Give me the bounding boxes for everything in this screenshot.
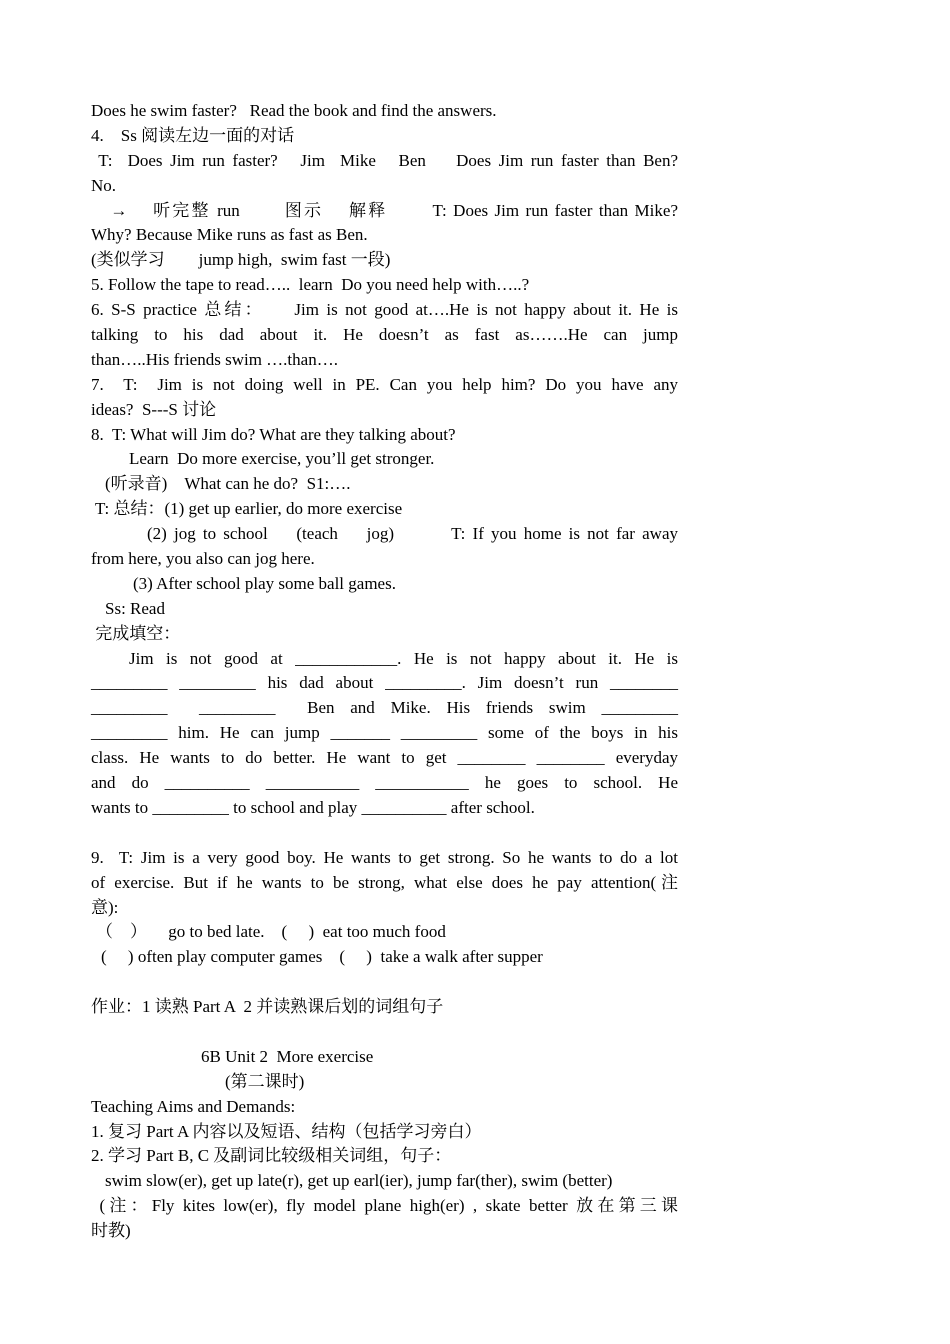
text-line: (2) jog to school (teach jog) T: If you home is not far away xyxy=(147,524,678,544)
text-line: 6. S-S practice 总结： Jim is not good at….He is not happy about it. He is xyxy=(91,300,678,320)
text-line: wants to _________ to school and play __________ after school. xyxy=(91,797,535,817)
text-line: ( ) often play computer games ( ) take a walk after supper xyxy=(101,947,543,967)
text-line: 8. T: What will Jim do? What are they talking about? xyxy=(91,424,456,444)
text-line: （ ） go to bed late. ( ) eat too much food xyxy=(96,922,446,942)
text-line: Learn Do more exercise, you’ll get stronger. xyxy=(129,449,435,469)
text-line: 意): xyxy=(91,897,119,917)
document-page xyxy=(91,99,678,1244)
text-line: 作业：1 读熟 Part A 2 并读熟课后划的词组句子 xyxy=(91,997,444,1017)
text-line: No. xyxy=(91,175,117,195)
text-line: and do __________ ___________ ___________ he goes to school. He xyxy=(91,773,678,793)
text-line: 1. 复习 Part A 内容以及短语、结构（包括学习旁白） xyxy=(91,1121,482,1141)
text-line: Ss: Read xyxy=(105,598,165,618)
text-line: (注：Fly kites low(er), fly model plane high(er) , skate better 放在第三课 xyxy=(91,1196,678,1216)
section-title: 6B Unit 2 More exercise xyxy=(201,1046,374,1066)
text-line: class. He wants to do better. He want to get ________ ________ everyday xyxy=(91,748,678,768)
text-line: Does he swim faster? Read the book and find the answers. xyxy=(91,101,497,120)
text-line: than…..His friends swim ….than…. xyxy=(91,349,338,369)
text-line: of exercise. But if he wants to be strong, what else does he pay attention(注 xyxy=(91,872,678,892)
blank-line xyxy=(91,1020,678,1045)
text-line: 2. 学习 Part B, C 及副词比较级相关词组，句子： xyxy=(91,1146,452,1166)
text-line: 完成填空： xyxy=(91,623,181,643)
text-line: 4. Ss 阅读左边一面的对话 xyxy=(91,125,295,145)
text-line: Why? Because Mike runs as fast as Ben. xyxy=(91,225,368,245)
text-line: from here, you also can jog here. xyxy=(91,549,315,569)
text-line: T: 总结：(1) get up earlier, do more exercise xyxy=(91,499,403,519)
section-subtitle: (第二课时) xyxy=(225,1071,305,1091)
text-line: 时教) xyxy=(91,1221,131,1241)
text-line: T: Does Jim run faster? Jim Mike Ben Does Jim run faster than Ben? xyxy=(91,150,678,170)
text-line: _________ _________ his dad about _________. Jim doesn’t run ________ xyxy=(91,673,678,693)
text-line: swim slow(er), get up late(r), get up earl(ier), jump far(ther), swim (better) xyxy=(105,1171,613,1191)
text-line: Jim is not good at ____________. He is not happy about it. He is xyxy=(129,648,678,668)
blank-line xyxy=(91,970,678,995)
text-line: 9. T: Jim is a very good boy. He wants to get strong. So he wants to do a lot xyxy=(91,847,678,867)
text-line: _________ _________ Ben and Mike. His friends swim _________ xyxy=(91,698,678,718)
text-line: _________ him. He can jump _______ _________ some of the boys in his xyxy=(91,723,678,743)
text-line: (听录音) What can he do? S1:…. xyxy=(105,474,351,494)
text-line: Teaching Aims and Demands: xyxy=(91,1096,296,1116)
blank-line xyxy=(91,821,678,846)
text-line: 5. Follow the tape to read….. learn Do you need help with…..? xyxy=(91,275,530,295)
text-line: 7. T: Jim is not doing well in PE. Can you help him? Do you have any xyxy=(91,374,678,394)
text-line: (3) After school play some ball games. xyxy=(133,573,396,593)
text-line: → 听完整 run 图示 解释 T: Does Jim run faster than Mike? xyxy=(91,200,678,220)
text-line: (类似学习 jump high, swim fast 一段) xyxy=(91,250,391,270)
text-line: talking to his dad about it. He doesn’t as fast as…….He can jump xyxy=(91,325,678,345)
text-line: ideas? S---S 讨论 xyxy=(91,399,217,419)
